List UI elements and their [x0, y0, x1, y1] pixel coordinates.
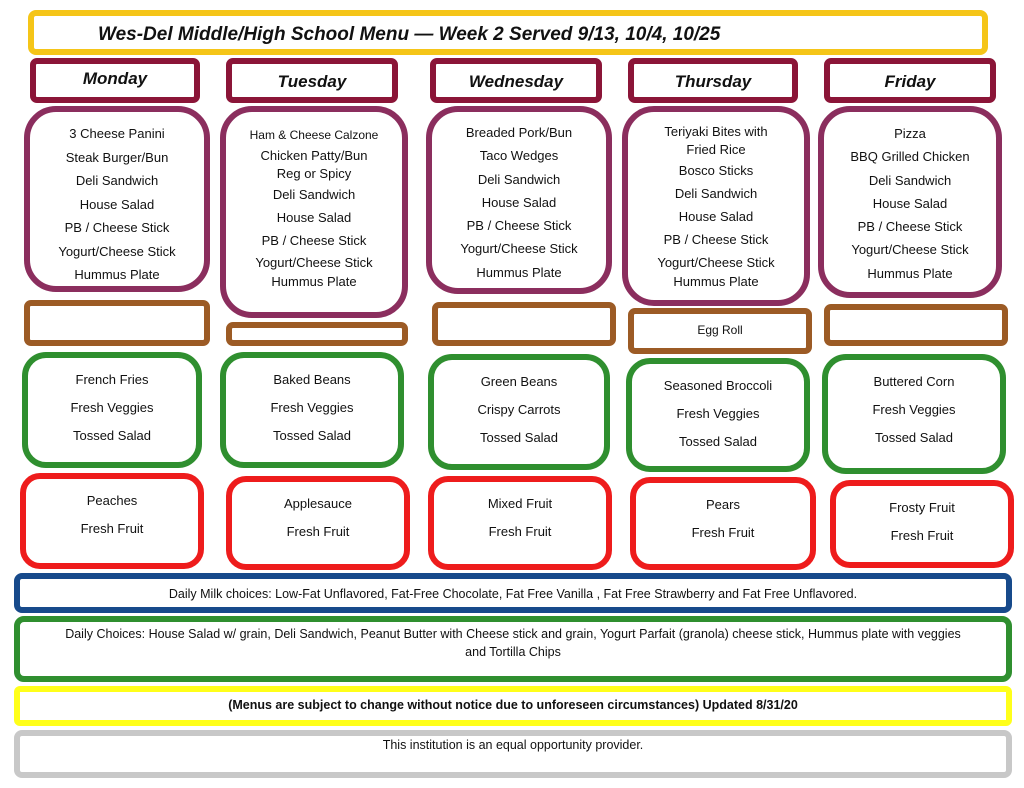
- vegetable-box-wednesday: [428, 354, 610, 470]
- entree-item: Yogurt/Cheese Stick: [255, 255, 373, 270]
- fruit-item: Applesauce: [284, 496, 352, 511]
- entree-item: Hummus Plate: [271, 274, 357, 289]
- entree-item: BBQ Grilled Chicken: [850, 149, 970, 165]
- entree-item: House Salad: [678, 209, 754, 224]
- fruit-box-tuesday: [226, 476, 410, 570]
- entree-box-monday: [24, 106, 210, 292]
- fruit-item: Peaches: [86, 493, 138, 508]
- vegetable-box-monday: [22, 352, 202, 468]
- entree-item: PB / Cheese Stick: [64, 220, 170, 235]
- entree-item: Reg or Spicy: [276, 166, 352, 181]
- entree-item: House Salad: [276, 210, 352, 225]
- entree-box-wednesday: [426, 106, 612, 294]
- entree-item: Steak Burger/Bun: [65, 149, 169, 165]
- entree-item: 3 Cheese Panini: [69, 126, 165, 141]
- entree-box-friday: [818, 106, 1002, 298]
- fruit-box-thursday: [630, 477, 816, 570]
- fruit-box-wednesday: [428, 476, 612, 570]
- extra-box-wednesday: [432, 302, 616, 346]
- notice-box: [14, 686, 1012, 726]
- vegetable-item: Tossed Salad: [678, 434, 758, 449]
- entree-item: PB / Cheese Stick: [466, 218, 572, 234]
- vegetable-box-thursday: [626, 358, 810, 472]
- entree-item: Hummus Plate: [74, 267, 160, 282]
- menu-title-box: [28, 10, 988, 55]
- entree-item: Yogurt/Cheese Stick: [657, 255, 775, 270]
- extra-box-monday: [24, 300, 210, 346]
- vegetable-item: French Fries: [75, 372, 149, 387]
- vegetable-item: Seasoned Broccoli: [663, 378, 773, 393]
- entree-item: Hummus Plate: [867, 265, 953, 281]
- entree-item: Chicken Patty/Bun: [260, 148, 368, 163]
- entree-item: Deli Sandwich: [272, 187, 356, 202]
- day-header-monday: [30, 58, 200, 103]
- fruit-item: Pears: [706, 497, 740, 512]
- day-name: Thursday: [674, 72, 752, 91]
- equal-opportunity-box: [14, 730, 1012, 778]
- vegetable-item: Fresh Veggies: [872, 402, 956, 417]
- day-name: Friday: [884, 72, 936, 91]
- vegetable-item: Fresh Veggies: [270, 400, 354, 415]
- entree-item: Teriyaki Bites with: [664, 124, 768, 139]
- vegetable-item: Green Beans: [480, 374, 558, 389]
- extra-box-thursday: [628, 308, 812, 354]
- entree-item: Fried Rice: [686, 142, 746, 157]
- entree-item: House Salad: [481, 194, 557, 210]
- milk-choices-box: [14, 573, 1012, 613]
- vegetable-item: Tossed Salad: [72, 428, 152, 443]
- day-header-tuesday: [226, 58, 398, 103]
- extra-item: Egg Roll: [697, 323, 743, 337]
- entree-item: Yogurt/Cheese Stick: [460, 241, 578, 257]
- vegetable-item: Fresh Veggies: [676, 406, 760, 421]
- fruit-item: Fresh Fruit: [890, 528, 954, 543]
- vegetable-item: Buttered Corn: [873, 374, 955, 389]
- fruit-item: Frosty Fruit: [889, 500, 955, 515]
- extra-box-friday: [824, 304, 1008, 346]
- entree-item: PB / Cheese Stick: [857, 219, 963, 235]
- fruit-item: Fresh Fruit: [488, 524, 552, 539]
- entree-box-thursday: [622, 106, 810, 306]
- entree-item: PB / Cheese Stick: [261, 233, 367, 248]
- entree-item: Taco Wedges: [479, 148, 559, 164]
- day-name: Tuesday: [277, 72, 347, 91]
- entree-item: Deli Sandwich: [477, 171, 561, 187]
- entree-item: Deli Sandwich: [674, 186, 758, 201]
- day-header-wednesday: [430, 58, 602, 103]
- vegetable-item: Fresh Veggies: [70, 400, 154, 415]
- vegetable-item: Tossed Salad: [479, 430, 559, 445]
- entree-item: Yogurt/Cheese Stick: [58, 243, 176, 259]
- entree-item: Deli Sandwich: [868, 172, 952, 188]
- fruit-box-friday: [830, 480, 1014, 568]
- vegetable-box-friday: [822, 354, 1006, 474]
- vegetable-item: Crispy Carrots: [477, 402, 561, 417]
- notice-text: (Menus are subject to change without notice due to unforeseen circumstances) Updated 8/31/20: [228, 698, 798, 712]
- daily-choices-text: Daily Choices: House Salad w/ grain, Deli Sandwich, Peanut Butter with Cheese stick and grain, Yogurt Parfait (granola) cheese stick, Hummus plate with veggies and Tortilla Chips: [65, 627, 961, 659]
- fruit-box-monday: [20, 473, 204, 569]
- vegetable-box-tuesday: [220, 352, 404, 468]
- day-name: Monday: [82, 69, 148, 88]
- entree-item: House Salad: [79, 196, 155, 212]
- entree-box-tuesday: [220, 106, 408, 318]
- entree-item: House Salad: [872, 195, 948, 211]
- entree-item: PB / Cheese Stick: [663, 232, 769, 247]
- entree-item: Pizza: [894, 126, 926, 141]
- vegetable-item: Tossed Salad: [874, 430, 954, 445]
- entree-item: Hummus Plate: [476, 264, 562, 280]
- entree-item: Bosco Sticks: [678, 163, 754, 178]
- fruit-item: Fresh Fruit: [691, 525, 755, 540]
- menu-title: Wes-Del Middle/High School Menu — Week 2 Served 9/13, 10/4, 10/25: [98, 24, 721, 45]
- entree-item: Yogurt/Cheese Stick: [851, 242, 969, 258]
- daily-choices-box: [14, 616, 1012, 682]
- entree-item: Breaded Pork/Bun: [465, 125, 573, 140]
- equal-opportunity-text: This institution is an equal opportunity provider.: [382, 738, 644, 752]
- vegetable-item: Tossed Salad: [272, 428, 352, 443]
- day-header-thursday: [628, 58, 798, 103]
- entree-item: Hummus Plate: [673, 274, 759, 289]
- entree-item: Deli Sandwich: [75, 173, 159, 188]
- vegetable-item: Baked Beans: [273, 372, 351, 387]
- day-name: Wednesday: [468, 72, 564, 91]
- extra-box-tuesday: [226, 322, 408, 346]
- fruit-item: Mixed Fruit: [487, 496, 553, 511]
- fruit-item: Fresh Fruit: [286, 524, 350, 539]
- entree-item: Ham & Cheese Calzone: [249, 128, 379, 142]
- milk-choices-text: Daily Milk choices: Low-Fat Unflavored, Fat-Free Chocolate, Fat Free Vanilla , Fat Free Strawberry and Fat Free Unflavored.: [168, 587, 858, 601]
- day-header-friday: [824, 58, 996, 103]
- fruit-item: Fresh Fruit: [80, 521, 144, 536]
